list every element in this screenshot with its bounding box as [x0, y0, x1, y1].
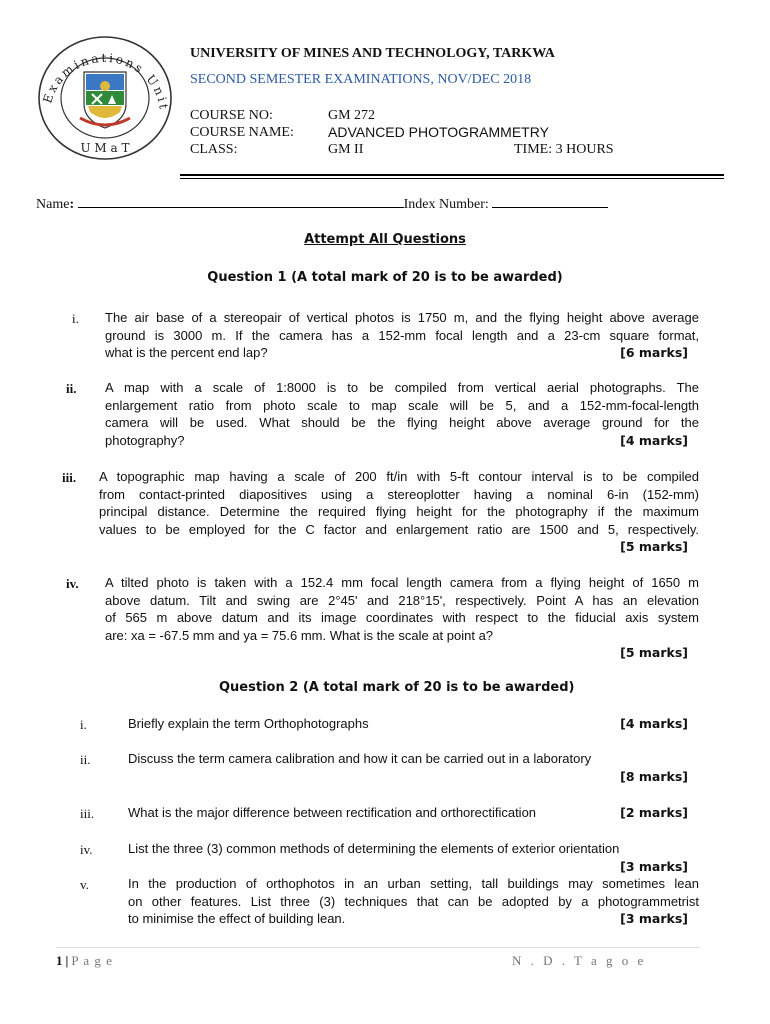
- q2-v-marks: [3 marks]: [620, 911, 688, 927]
- q2-item-iv: List the three (3) common methods of determining the elements of exterior orientation [3 marks]: [128, 841, 688, 874]
- q2-item-i-number: i.: [80, 717, 87, 732]
- question-1-title: Question 1 (A total mark of 20 is to be awarded): [207, 270, 563, 285]
- name-label: Name: [36, 197, 70, 212]
- name-index-row: [36, 194, 608, 213]
- q1-item-i-number: i.: [72, 311, 79, 326]
- q2-item-ii-number: ii.: [80, 752, 91, 767]
- course-no-label: COURSE NO:: [190, 108, 273, 123]
- shield-icon: [80, 72, 130, 128]
- q1-iii-marks: [5 marks]: [620, 539, 688, 555]
- q1-item-iii: A topographic map having a scale of 200 ft/in with 5-ft contour interval is to be compiled from contact-printed diapositives using a stereoplotter having a nominal 6-in (152-mm) principal distance. Determine the required flying height for the photography if the maximum values to be employed for the C factor and enlargement ratio are 1500 and 5, respectively. [5 marks]: [99, 469, 699, 555]
- q2-item-iii-number: iii.: [80, 806, 95, 821]
- course-name: ADVANCED PHOTOGRAMMETRY: [328, 124, 549, 140]
- q1-item-iv-number: iv.: [66, 576, 79, 591]
- seal-ring-text: Examinations Unit: [40, 50, 172, 113]
- q2-item-v: In the production of orthophotos in an urban setting, tall buildings may sometimes lean on other features. List three (3) techniques that can be adopted by a photogrammetrist to minimise the effect of building lean. [3 marks]: [128, 876, 699, 927]
- page-separator: |: [65, 953, 69, 968]
- course-no: GM 272: [328, 108, 376, 123]
- q1-item-ii: A map with a scale of 1:8000 is to be compiled from vertical aerial photographs. The enlargement ratio from photo scale to map scale will be 5, and a 152-mm-focal-length camera will be used. What should be the flying height above average ground for the photography? [4 marks]: [105, 380, 699, 448]
- name-colon: :: [69, 197, 75, 212]
- umat-examinations-seal: [36, 34, 174, 162]
- question-2-title: Question 2 (A total mark of 20 is to be awarded): [219, 680, 575, 695]
- university-name: UNIVERSITY OF MINES AND TECHNOLOGY, TARKWA: [190, 46, 555, 61]
- q1-item-iii-number: iii.: [62, 470, 77, 485]
- page-label: P a g e: [71, 953, 113, 968]
- q1-item-i: The air base of a stereopair of vertical photos is 1750 m, and the flying height above average ground is 3000 m. If the camera has a 152-mm focal length and a 23-cm square format, what is the percent end lap? [6 marks]: [105, 310, 699, 361]
- q1-ii-marks: [4 marks]: [620, 432, 688, 448]
- course-name-label: COURSE NAME:: [190, 125, 294, 140]
- q1-item-iv: A tilted photo is taken with a 152.4 mm focal length camera from a flying height of 1650 m above datum. Tilt and swing are 2°45' and 218°15', respectively. Point A has an elevation of 565 m above datum and its image coordinates with respect to the fiducial axis system are: xa = -67.5 mm and ya = 75.6 mm. What is the scale at point a? [5 marks]: [105, 575, 699, 661]
- q1-iv-marks: [5 marks]: [620, 645, 688, 661]
- time-label: TIME:: [514, 142, 553, 157]
- header-rule: [180, 174, 724, 176]
- time-value: 3 HOURS: [555, 142, 614, 157]
- exam-title: SECOND SEMESTER EXAMINATIONS, NOV/DEC 2018: [190, 72, 532, 87]
- time-info: [514, 142, 614, 158]
- q2-item-v-number: v.: [80, 877, 89, 892]
- q2-item-iv-number: iv.: [80, 842, 93, 857]
- header-rule-thin: [180, 178, 724, 179]
- q1-item-ii-number: ii.: [66, 381, 77, 396]
- footer-page: [56, 953, 113, 969]
- q2-i-marks: [4 marks]: [620, 716, 688, 731]
- instructions: Attempt All Questions: [304, 232, 466, 247]
- seal-bottom-text: U M a T: [80, 141, 130, 155]
- q2-ii-marks: [8 marks]: [620, 768, 688, 784]
- page-number: 1: [56, 953, 63, 968]
- q2-item-iii: What is the major difference between rectification and orthorectification [2 marks]: [128, 805, 688, 820]
- class-label: CLASS:: [190, 142, 238, 157]
- footer-author: N . D . T a g o e: [512, 953, 647, 968]
- footer-rule: [56, 947, 700, 948]
- q2-iv-marks: [3 marks]: [620, 858, 688, 874]
- index-number-label: Index Number:: [403, 197, 489, 212]
- q1-i-marks: [6 marks]: [620, 345, 688, 361]
- q2-iii-marks: [2 marks]: [620, 805, 688, 820]
- q2-item-i: Briefly explain the term Orthophotographs [4 marks]: [128, 716, 688, 731]
- name-field[interactable]: [78, 194, 404, 208]
- q2-item-ii: Discuss the term camera calibration and how it can be carried out in a laboratory [8 marks]: [128, 751, 688, 784]
- index-number-field[interactable]: [492, 194, 608, 208]
- class-value: GM II: [328, 142, 364, 157]
